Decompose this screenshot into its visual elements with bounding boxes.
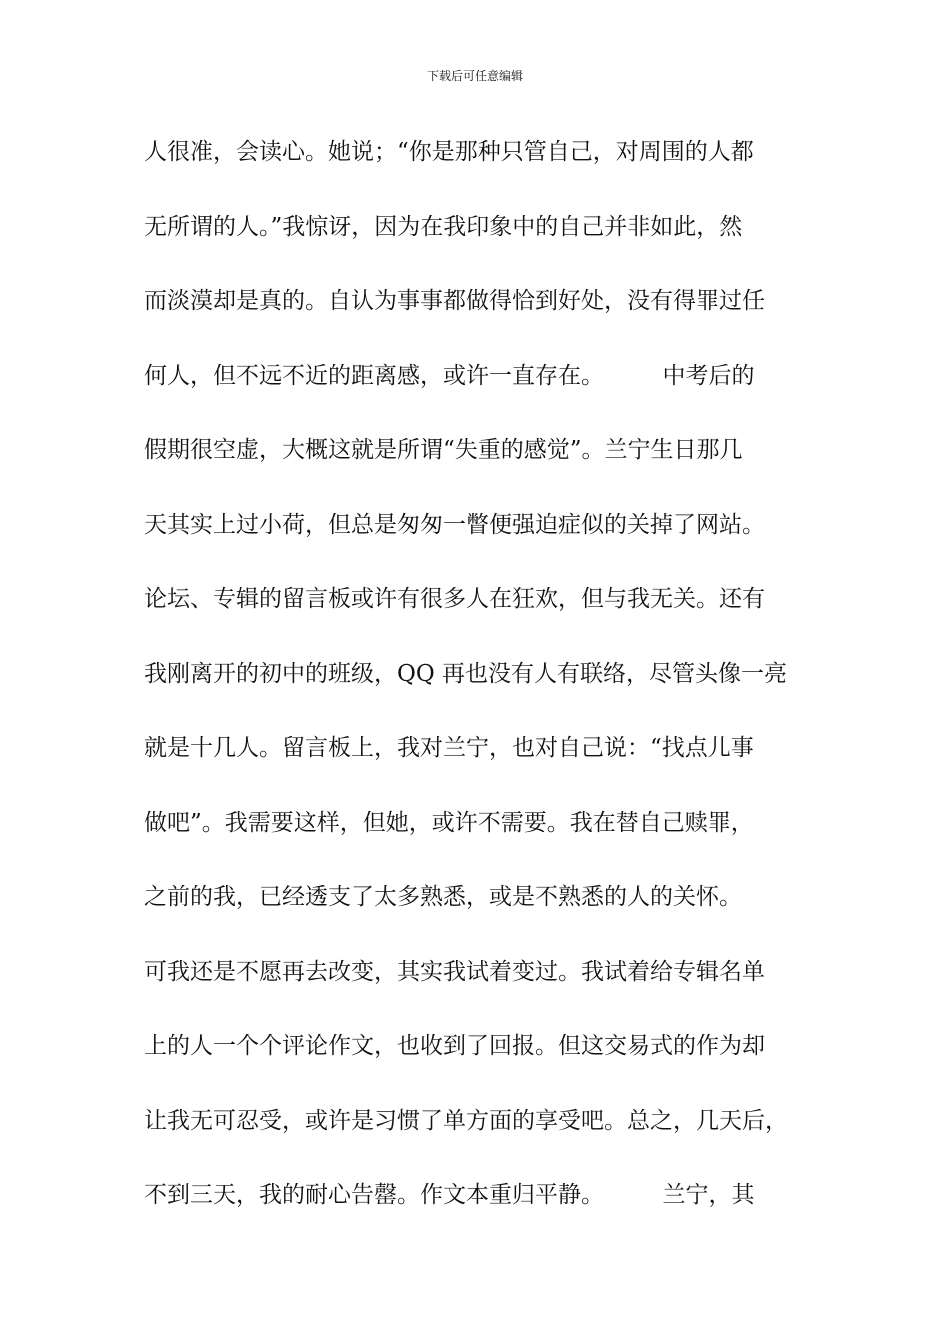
text-line: 何人，但不远不近的距离感，或许一直存在。 中考后的	[144, 362, 755, 389]
text-line: 无所谓的人。”我惊讶，因为在我印象中的自己并非如此，然	[144, 213, 743, 240]
text-line: 之前的我，已经透支了太多熟悉，或是不熟悉的人的关怀。	[144, 884, 742, 910]
text-line: 就是十几人。留言板上，我对兰宁，也对自己说：“找点儿事	[144, 735, 754, 761]
text-line: 假期很空虚，大概这就是所谓“失重的感觉”。兰宁生日那几	[144, 437, 743, 463]
text-line: 不到三天，我的耐心告罄。作文本重归平静。 兰宁，其	[144, 1182, 755, 1208]
text-line: 人很准，会读心。她说；“你是那种只管自己，对周围的人都	[144, 139, 754, 165]
text-line: 可我还是不愿再去改变，其实我试着变过。我试着给专辑名单	[144, 958, 765, 985]
text-line: 天其实上过小荷，但总是匆匆一瞥便强迫症似的关掉了网站。	[144, 511, 765, 538]
document-body	[144, 130, 824, 1248]
page-header: 下载后可任意编辑	[426, 69, 523, 83]
text-line: 上的人一个个评论作文，也收到了回报。但这交易式的作为却	[144, 1033, 765, 1059]
text-line: 我刚离开的初中的班级，QQ 再也没有人有联络，尽管头像一亮	[144, 660, 788, 687]
text-line: 做吧”。我需要这样，但她，或许不需要。我在替自己赎罪，	[144, 809, 754, 836]
text-line: 让我无可忍受，或许是习惯了单方面的享受吧。总之，几天后，	[144, 1107, 788, 1134]
text-line: 论坛、专辑的留言板或许有很多人在狂欢，但与我无关。还有	[144, 586, 765, 612]
text-line: 而淡漠却是真的。自认为事事都做得恰到好处，没有得罪过任	[144, 288, 765, 314]
